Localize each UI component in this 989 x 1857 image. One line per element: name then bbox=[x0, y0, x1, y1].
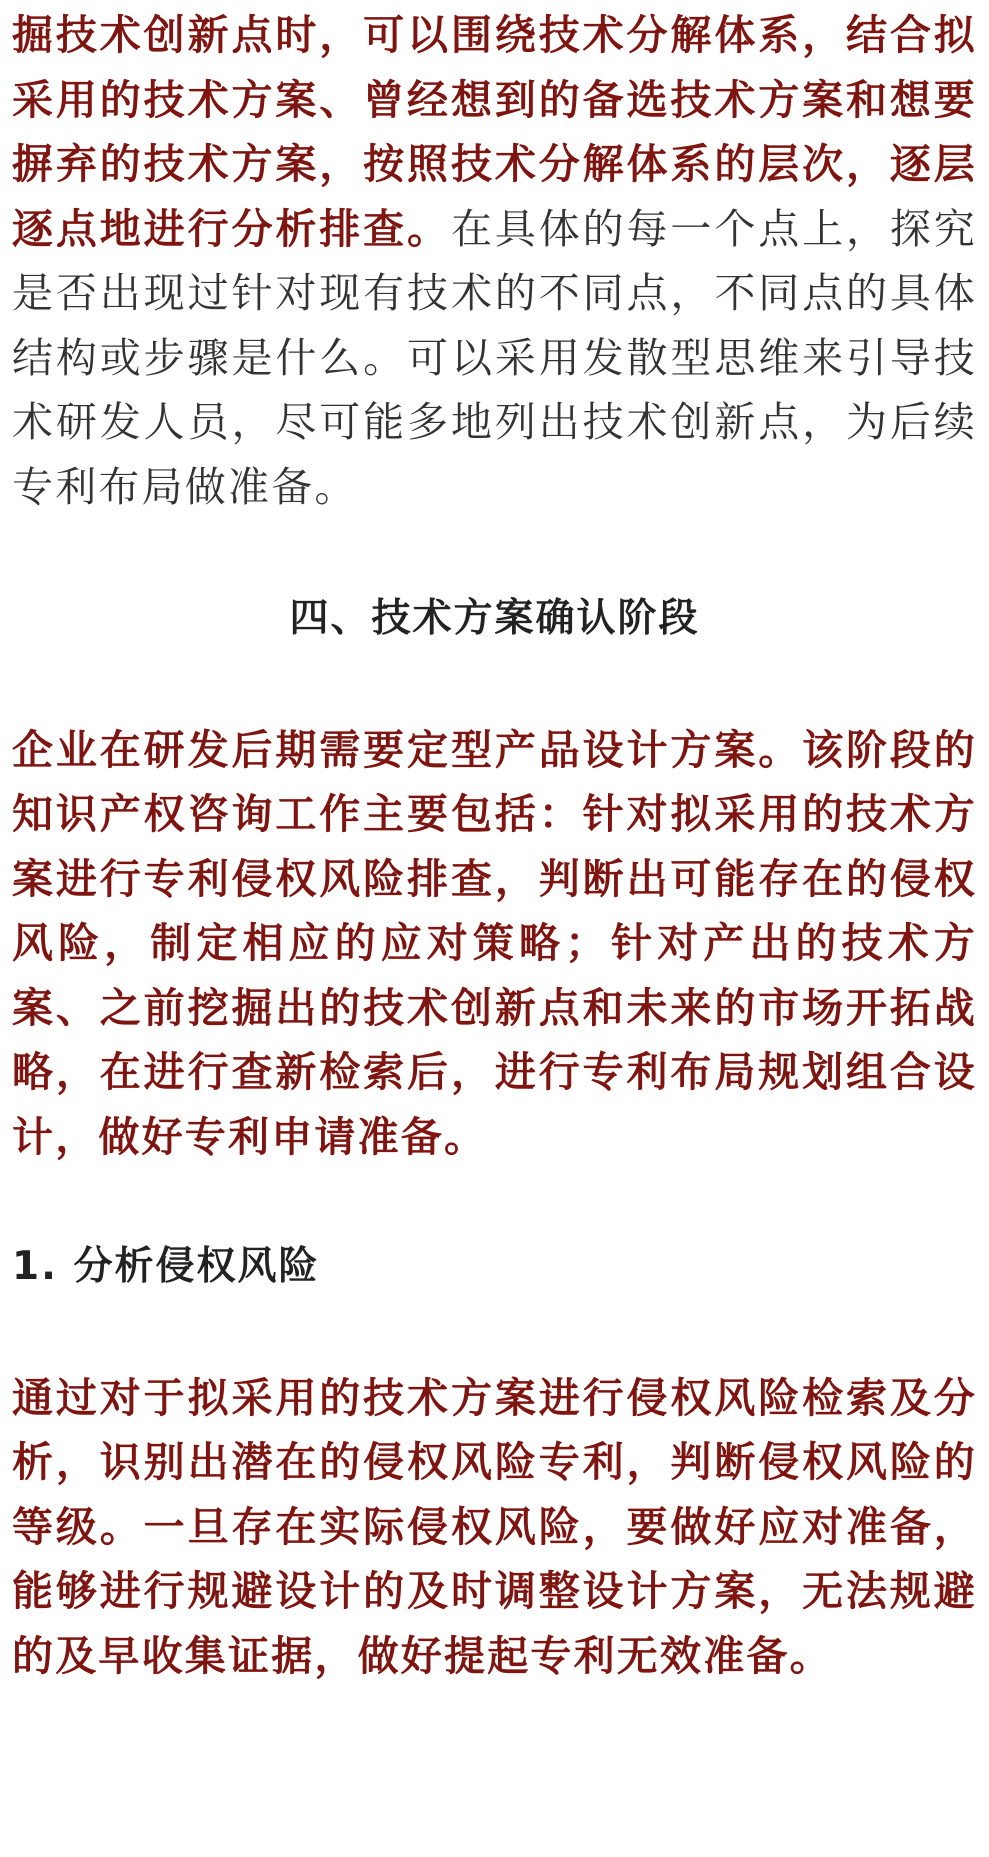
spacer bbox=[12, 1300, 977, 1366]
spacer bbox=[12, 652, 977, 718]
highlighted-text: 通过对于拟采用的技术方案进行侵权风险检索及分析，识别出潜在的侵权风险专利，判断侵权风险的等级。一旦存在实际侵权风险，要做好应对准备，能够进行规避设计的及时调整设计方案，无法规避的及早收集证据，做好提起专利无效准备。 bbox=[12, 1373, 977, 1680]
paragraph-infringement-risk bbox=[12, 1366, 977, 1689]
highlighted-text: 企业在研发后期需要定型产品设计方案。该阶段的知识产权咨询工作主要包括：针对拟采用的技术方案进行专利侵权风险排查，判断出可能存在的侵权风险，制定相应的应对策略；针对产出的技术方案、之前挖掘出的技术创新点和未来的市场开拓战略，在进行查新检索后，进行专利布局规划组合设计，做好专利申请准备。 bbox=[12, 725, 977, 1161]
paragraph-confirmation-stage bbox=[12, 718, 977, 1170]
spacer bbox=[12, 519, 977, 587]
spacer bbox=[12, 1169, 977, 1235]
subsection-title: 1. 分析侵权风险 bbox=[12, 1244, 320, 1289]
paragraph-innovation-points bbox=[12, 3, 977, 519]
section-title: 四、技术方案确认阶段 bbox=[289, 596, 700, 641]
highlighted-text: 掘技术创新点时，可以围绕技术分解体系，结合拟采用的技术方案、曾经想到的备选技术方案和想要摒弃的技术方案，按照技术分解体系的层次，逐层逐点地进行分析排查。 bbox=[12, 11, 977, 253]
body-text: 在具体的每一个点上，探究是否出现过针对现有技术的不同点，不同点的具体结构或步骤是什么。可以采用发散型思维来引导技术研发人员，尽可能多地列出技术创新点，为后续专利布局做准备。 bbox=[12, 204, 977, 511]
